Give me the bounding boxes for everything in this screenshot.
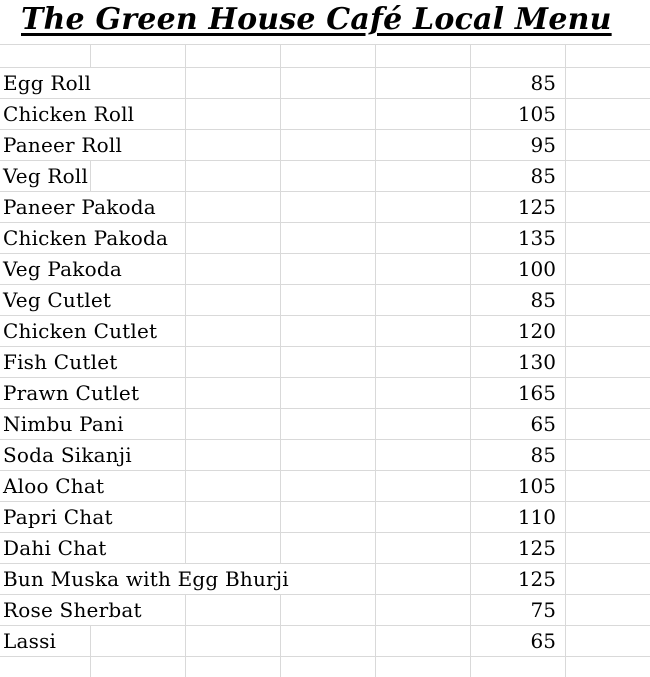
empty-cell[interactable] [281,440,376,470]
empty-cell[interactable] [0,657,91,677]
empty-cell[interactable] [376,657,471,677]
item-price-cell[interactable]: 165 [471,378,566,408]
empty-cell[interactable] [566,533,650,563]
empty-cell[interactable] [566,502,650,532]
empty-cell[interactable] [376,409,471,439]
item-name-text: Prawn Cutlet [3,381,140,405]
empty-cell[interactable] [186,45,281,67]
empty-cell[interactable] [566,285,650,315]
empty-cell[interactable] [566,254,650,284]
item-name-text: Rose Sherbat [3,598,142,622]
item-name-text: Egg Roll [3,71,92,95]
empty-cell[interactable] [186,595,281,625]
item-name-text: Veg Cutlet [3,288,112,312]
menu-row [0,626,650,657]
empty-cell[interactable] [91,657,186,677]
menu-row [0,316,650,347]
item-name-text: Aloo Chat [3,474,105,498]
empty-cell[interactable] [281,347,376,377]
empty-cell[interactable] [376,254,471,284]
menu-row [0,192,650,223]
empty-cell[interactable] [186,192,281,222]
empty-cell[interactable] [281,595,376,625]
empty-cell[interactable] [186,285,281,315]
menu-row [0,285,650,316]
item-price-cell[interactable]: 85 [471,68,566,98]
empty-cell[interactable] [186,626,281,656]
menu-row [0,161,650,192]
item-price-cell[interactable]: 85 [471,285,566,315]
empty-cell[interactable] [186,378,281,408]
empty-cell[interactable] [471,657,566,677]
empty-cell[interactable] [186,657,281,677]
empty-cell[interactable] [376,564,471,594]
empty-cell[interactable] [471,45,566,67]
sheet-title: The Green House Café Local Menu [21,2,612,37]
empty-cell[interactable] [91,471,186,501]
empty-cell[interactable] [186,316,281,346]
empty-cell[interactable] [566,626,650,656]
empty-cell[interactable] [376,223,471,253]
item-price-cell[interactable]: 120 [471,316,566,346]
item-name-text: Soda Sikanji [3,443,132,467]
item-name-text: Dahi Chat [3,536,107,560]
menu-row [0,130,650,161]
item-price-cell[interactable]: 85 [471,161,566,191]
empty-cell[interactable] [281,192,376,222]
item-name-text: Paneer Roll [3,133,123,157]
menu-row [0,533,650,564]
empty-cell[interactable] [281,285,376,315]
item-price-cell[interactable]: 125 [471,192,566,222]
empty-cell[interactable] [281,471,376,501]
empty-cell[interactable] [376,285,471,315]
empty-cell[interactable] [376,347,471,377]
empty-cell[interactable] [376,99,471,129]
empty-cell[interactable] [566,409,650,439]
empty-cell[interactable] [186,254,281,284]
empty-cell[interactable] [281,409,376,439]
item-name-text: Papri Chat [3,505,113,529]
empty-cell[interactable] [566,45,650,67]
menu-row [0,471,650,502]
item-name-text: Bun Muska with Egg Bhurji [3,567,289,591]
item-name-text: Chicken Roll [3,102,135,126]
empty-cell[interactable] [281,316,376,346]
empty-cell[interactable] [186,471,281,501]
menu-row [0,254,650,285]
empty-cell[interactable] [376,378,471,408]
empty-row [0,657,650,677]
empty-cell[interactable] [281,45,376,67]
empty-cell[interactable] [566,68,650,98]
empty-cell[interactable] [376,533,471,563]
item-name-text: Veg Roll [3,164,89,188]
empty-cell[interactable] [281,626,376,656]
empty-cell[interactable] [281,502,376,532]
empty-cell[interactable] [376,192,471,222]
empty-cell[interactable] [376,595,471,625]
empty-cell[interactable] [281,533,376,563]
empty-cell[interactable] [376,68,471,98]
empty-cell[interactable] [91,161,186,191]
empty-cell[interactable] [376,45,471,67]
empty-cell[interactable] [376,502,471,532]
item-name-text: Veg Pakoda [3,257,122,281]
empty-cell[interactable] [566,161,650,191]
empty-cell[interactable] [0,45,91,67]
menu-row [0,564,650,595]
item-name-text: Chicken Pakoda [3,226,169,250]
empty-cell[interactable] [566,471,650,501]
item-price-cell[interactable]: 105 [471,99,566,129]
empty-cell[interactable] [186,409,281,439]
empty-cell[interactable] [186,161,281,191]
empty-cell[interactable] [186,68,281,98]
empty-cell[interactable] [566,564,650,594]
menu-row [0,409,650,440]
empty-cell[interactable] [91,68,186,98]
empty-cell[interactable] [281,68,376,98]
empty-cell[interactable] [566,378,650,408]
empty-cell[interactable] [566,192,650,222]
empty-cell[interactable] [376,626,471,656]
empty-cell[interactable] [566,316,650,346]
item-price-cell[interactable]: 135 [471,223,566,253]
menu-rows [0,68,650,657]
empty-cell[interactable] [376,471,471,501]
empty-cell[interactable] [376,161,471,191]
sheet-grid [0,44,650,677]
empty-cell[interactable] [281,657,376,677]
empty-cell[interactable] [91,626,186,656]
item-price-cell[interactable]: 65 [471,626,566,656]
item-price-cell[interactable]: 95 [471,130,566,160]
item-price-cell[interactable]: 110 [471,502,566,532]
menu-row [0,99,650,130]
item-price-cell[interactable]: 65 [471,409,566,439]
empty-cell[interactable] [186,533,281,563]
empty-cell[interactable] [566,99,650,129]
empty-cell[interactable] [281,378,376,408]
empty-row [0,45,650,68]
empty-cell[interactable] [281,254,376,284]
empty-cell[interactable] [281,130,376,160]
empty-cell[interactable] [91,45,186,67]
item-name-text: Paneer Pakoda [3,195,156,219]
empty-cell[interactable] [376,130,471,160]
item-price-cell[interactable]: 100 [471,254,566,284]
menu-row [0,440,650,471]
menu-row [0,502,650,533]
empty-cell[interactable] [186,440,281,470]
empty-cell[interactable] [566,347,650,377]
item-price-cell[interactable]: 125 [471,564,566,594]
empty-cell[interactable] [376,316,471,346]
empty-cell[interactable] [281,564,376,594]
empty-cell[interactable] [566,440,650,470]
empty-cell[interactable] [186,130,281,160]
empty-cell[interactable] [376,440,471,470]
item-name-text: Lassi [3,629,57,653]
item-price-cell[interactable]: 130 [471,347,566,377]
item-name-text: Nimbu Pani [3,412,124,436]
item-price-cell[interactable]: 125 [471,533,566,563]
menu-row [0,378,650,409]
menu-row [0,347,650,378]
menu-row [0,223,650,254]
item-price-cell[interactable]: 75 [471,595,566,625]
menu-row [0,595,650,626]
empty-cell[interactable] [281,99,376,129]
empty-cell[interactable] [566,223,650,253]
empty-cell[interactable] [186,347,281,377]
empty-cell[interactable] [186,502,281,532]
item-price-cell[interactable]: 105 [471,471,566,501]
empty-cell[interactable] [566,657,650,677]
item-name-text: Chicken Cutlet [3,319,158,343]
empty-cell[interactable] [566,595,650,625]
empty-cell[interactable] [186,223,281,253]
empty-cell[interactable] [566,130,650,160]
empty-cell[interactable] [281,223,376,253]
empty-cell[interactable] [186,99,281,129]
empty-cell[interactable] [281,161,376,191]
item-price-cell[interactable]: 85 [471,440,566,470]
item-name-text: Fish Cutlet [3,350,118,374]
menu-row [0,68,650,99]
